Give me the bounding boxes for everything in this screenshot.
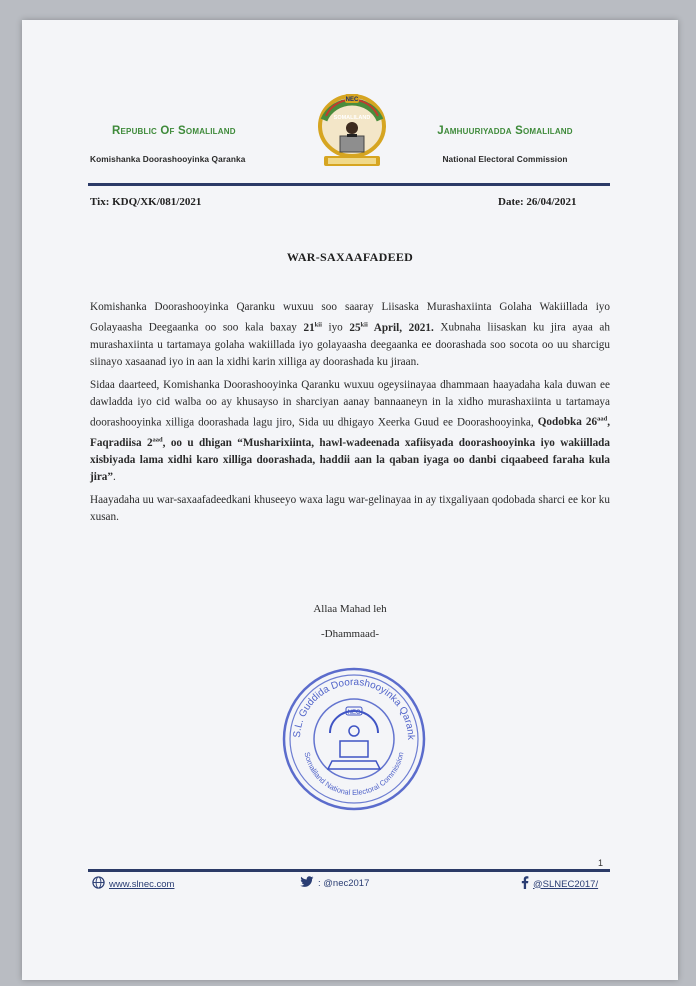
nec-logo (312, 90, 392, 178)
header-right (405, 125, 605, 164)
header-divider (88, 183, 610, 186)
end-marker: -Dhammaad- (320, 628, 380, 640)
jamhuuriyadda-title: Jamhuuriyadda Somaliland (437, 125, 573, 137)
facebook-icon (521, 876, 529, 892)
reference-number: Tix: KDQ/XK/081/2021 (90, 196, 202, 208)
twitter-icon (300, 876, 314, 891)
footer-website[interactable] (92, 876, 174, 892)
official-stamp (280, 665, 428, 813)
stamp-top-text: S.L. Guddida Doorashooyinka Qarank (291, 676, 417, 741)
commission-name-english: National Electoral Commission (442, 154, 568, 164)
facebook-handle[interactable]: @SLNEC2017/ (533, 878, 599, 890)
header-left (90, 125, 320, 164)
paragraph-3: Haayadaha uu war-saxaafadeedkani khuseeyo waxa lagu war-gelinayaa in ay tixgaliyaan qodobada sharci ee kor ku xusan. (90, 494, 610, 524)
footer-divider (88, 869, 610, 872)
closing-line: Allaa Mahad leh (313, 603, 387, 615)
footer-facebook[interactable] (521, 876, 598, 892)
document-date: Date: 26/04/2021 (498, 196, 577, 208)
document-body (90, 299, 610, 532)
logo-nec-text: NEC (345, 97, 359, 103)
commission-name-somali: Komishanka Doorashooyinka Qaranka (90, 154, 246, 164)
website-link[interactable]: www.slnec.com (109, 878, 175, 890)
twitter-handle[interactable]: : @nec2017 (318, 878, 370, 889)
stamp-nec-text: NEC (347, 710, 361, 716)
stamp-bottom-text: Somaliland National Electoral Commission (302, 751, 406, 798)
footer-twitter[interactable] (300, 876, 369, 891)
paragraph-1: Komishanka Doorashooyinka Qaranku wuxuu soo saaray Liisaska Murashaxiinta Golaha Wakiillada iyo Golayaasha Deegaanka oo soo kala baxay $21^{kii}$ iyo $25^{kii}$ April, 2021. Xubnaha liisaskan ku jira ayaa ah murashaxiinta u tartamaya golaha wakiillada iyo golayaasha deegaanka ee doorashada soo socota oo uu sharcigu siinayo xasaanad iyo in aan la xidhi karin xilliga ay doorashada ku jiraan. (90, 301, 610, 368)
republic-title: Republic Of Somaliland (112, 125, 236, 137)
globe-icon (92, 876, 105, 892)
paragraph-2: Sidaa daarteed, Komishanka Doorashooyinka Qaranku wuxuu ogeysiinayaa dhammaan haayadaha kala duwan ee dawladda iyo cid walba oo ay khusayso in sharciyan aanay bannaaneyn in la xidho murashaxiinta u tartamaya doorashooyinka xilliga doorashada lagu jiro, Sida uu dhigayo Xeerka Guud ee Doorashooyinka, Qodobka $26^{aad}$, Faqradiisa $2^{aad}$, oo u dhigan “Musharixiinta, hawl-wadeenada xafiisyada doorashooyinka iyo wakiillada xisbiyada lama xidhi karo xilliga doorashada, haddii aan la qaban iyaga oo danbi ciqaabeed faraha kula jira”. (90, 378, 610, 484)
logo-band-text: SOMALILAND (333, 115, 371, 121)
page-number: 1 (598, 858, 604, 868)
document-title: WAR-SAXAAFADEED (286, 250, 414, 264)
